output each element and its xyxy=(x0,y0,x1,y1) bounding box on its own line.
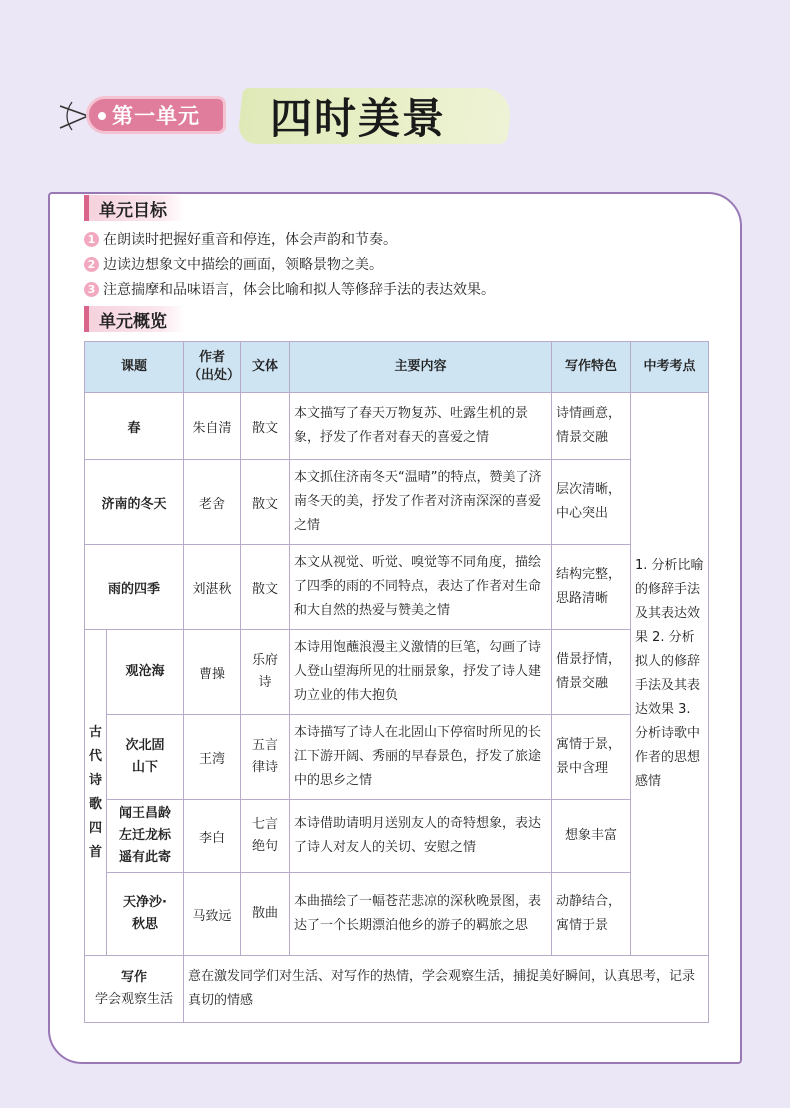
table-row xyxy=(85,873,709,956)
goal-text: 边读边想象文中描绘的画面，领略景物之美。 xyxy=(103,257,383,273)
poem-genre-line: 五言 xyxy=(252,738,279,753)
table-row xyxy=(85,460,709,545)
col-header-exam: 中考考点 xyxy=(631,342,709,393)
col-header-author xyxy=(184,342,241,393)
poem-feature: 寓情于景，景中含理 xyxy=(552,715,631,800)
poem-author: 王湾 xyxy=(184,715,241,800)
goal-text: 注意揣摩和品味语言，体会比喻和拟人等修辞手法的表达效果。 xyxy=(103,282,495,298)
col-header-title: 课题 xyxy=(85,342,184,393)
lesson-feature: 结构完整，思路清晰 xyxy=(552,545,631,630)
poem-title-line: 观沧海 xyxy=(125,664,165,679)
poem-title xyxy=(107,873,184,956)
unit-label-text: 第一单元 xyxy=(112,104,200,128)
poem-genre-line: 七言 xyxy=(252,817,279,832)
poem-feature: 动静结合，寓情于景 xyxy=(552,873,631,956)
table-row xyxy=(85,545,709,630)
goal-number-badge: 1 xyxy=(84,232,99,247)
poem-genre-line: 绝句 xyxy=(252,839,279,854)
goal-item-2 xyxy=(84,253,383,275)
lesson-title: 春 xyxy=(85,393,184,460)
group-char: 诗 xyxy=(89,772,103,788)
poem-genre-line: 散曲 xyxy=(252,906,279,921)
lesson-feature: 诗情画意，情景交融 xyxy=(552,393,631,460)
poem-content: 本诗描写了诗人在北固山下停宿时所见的长江下游开阔、秀丽的早春景色，抒发了旅途中的思乡之情 xyxy=(290,715,552,800)
lesson-author: 刘湛秋 xyxy=(184,545,241,630)
poem-genre xyxy=(241,715,290,800)
lesson-genre: 散文 xyxy=(241,545,290,630)
table-row xyxy=(85,800,709,873)
group-char: 首 xyxy=(89,844,103,860)
col-header-genre: 文体 xyxy=(241,342,290,393)
poem-title-line: 山下 xyxy=(132,760,159,775)
poem-title-line: 次北固 xyxy=(125,738,165,753)
poem-title-line: 遥有此寄 xyxy=(119,850,172,865)
poem-content: 本诗借助请明月送别友人的奇特想象，表达了诗人对友人的关切、安慰之情 xyxy=(290,800,552,873)
poem-title-line: 左迁龙标 xyxy=(119,828,172,843)
poem-content: 本诗用饱蘸浪漫主义激情的巨笔，勾画了诗人登山望海所见的壮丽景象，抒发了诗人建功立业的伟大抱负 xyxy=(290,630,552,715)
lesson-genre: 散文 xyxy=(241,393,290,460)
table-row xyxy=(85,393,709,460)
col-header-author-l2: （出处） xyxy=(188,368,241,383)
lesson-genre: 散文 xyxy=(241,460,290,545)
group-char: 四 xyxy=(89,820,103,836)
lesson-title: 雨的四季 xyxy=(85,545,184,630)
group-char: 古 xyxy=(89,724,103,740)
poem-title-line: 闻王昌龄 xyxy=(119,806,172,821)
writing-row xyxy=(85,956,709,1023)
col-header-author-l1: 作者 xyxy=(199,350,226,365)
lesson-content: 本文从视觉、听觉、嗅觉等不同角度，描绘了四季的雨的不同特点，表达了作者对生命和大自然的热爱与赞美之情 xyxy=(290,545,552,630)
writing-label-l2: 学会观察生活 xyxy=(95,992,174,1007)
table-row xyxy=(85,715,709,800)
page-title: 四时美景 xyxy=(270,94,447,143)
lesson-author: 朱自清 xyxy=(184,393,241,460)
poem-feature: 想象丰富 xyxy=(552,800,631,873)
poem-content: 本曲描绘了一幅苍茫悲凉的深秋晚景图，表达了一个长期漂泊他乡的游子的羁旅之思 xyxy=(290,873,552,956)
goals-heading: 单元目标 xyxy=(84,195,185,221)
poem-author: 马致远 xyxy=(184,873,241,956)
goal-number-badge: 3 xyxy=(84,282,99,297)
lesson-content: 本文描写了春天万物复苏、吐露生机的景象，抒发了作者对春天的喜爱之情 xyxy=(290,393,552,460)
writing-content: 意在激发同学们对生活、对写作的热情，学会观察生活，捕捉美好瞬间，认真思考，记录真切的情感 xyxy=(184,956,709,1023)
poem-title xyxy=(107,715,184,800)
lesson-author: 老舍 xyxy=(184,460,241,545)
lesson-title: 济南的冬天 xyxy=(85,460,184,545)
writing-label-l1: 写作 xyxy=(121,970,148,985)
poem-genre-line: 乐府 xyxy=(252,653,279,668)
overview-table xyxy=(84,341,709,1023)
poem-group-label xyxy=(85,630,107,956)
lesson-content: 本文抓住济南冬天“温晴”的特点，赞美了济南冬天的美，抒发了作者对济南深深的喜爱之情 xyxy=(290,460,552,545)
table-row xyxy=(85,630,709,715)
unit-label-badge xyxy=(86,96,226,134)
col-header-content: 主要内容 xyxy=(290,342,552,393)
poem-genre xyxy=(241,630,290,715)
poem-genre-line: 诗 xyxy=(258,675,272,690)
poem-title-line: 秋思 xyxy=(132,917,159,932)
goal-number-badge: 2 xyxy=(84,257,99,272)
group-char: 歌 xyxy=(89,796,103,812)
overview-heading: 单元概览 xyxy=(84,306,185,332)
poem-author: 曹操 xyxy=(184,630,241,715)
goal-text: 在朗读时把握好重音和停连，体会声韵和节奏。 xyxy=(103,232,397,248)
poem-title xyxy=(107,800,184,873)
goal-item-3 xyxy=(84,278,495,300)
lesson-feature: 层次清晰，中心突出 xyxy=(552,460,631,545)
poem-feature: 借景抒情，情景交融 xyxy=(552,630,631,715)
poem-genre xyxy=(241,873,290,956)
poem-title xyxy=(107,630,184,715)
poem-genre-line: 律诗 xyxy=(252,760,279,775)
group-char: 代 xyxy=(89,748,103,764)
goal-item-1 xyxy=(84,228,397,250)
col-header-feature: 写作特色 xyxy=(552,342,631,393)
poem-genre xyxy=(241,800,290,873)
poem-author: 李白 xyxy=(184,800,241,873)
poem-title-line: 天净沙· xyxy=(123,895,167,910)
exam-points: 1. 分析比喻的修辞手法及其表达效果 2. 分析拟人的修辞手法及其表达效果 3. 分析诗歌中作者的思想感情 xyxy=(631,393,709,956)
writing-label xyxy=(85,956,184,1023)
table-header-row xyxy=(85,342,709,393)
